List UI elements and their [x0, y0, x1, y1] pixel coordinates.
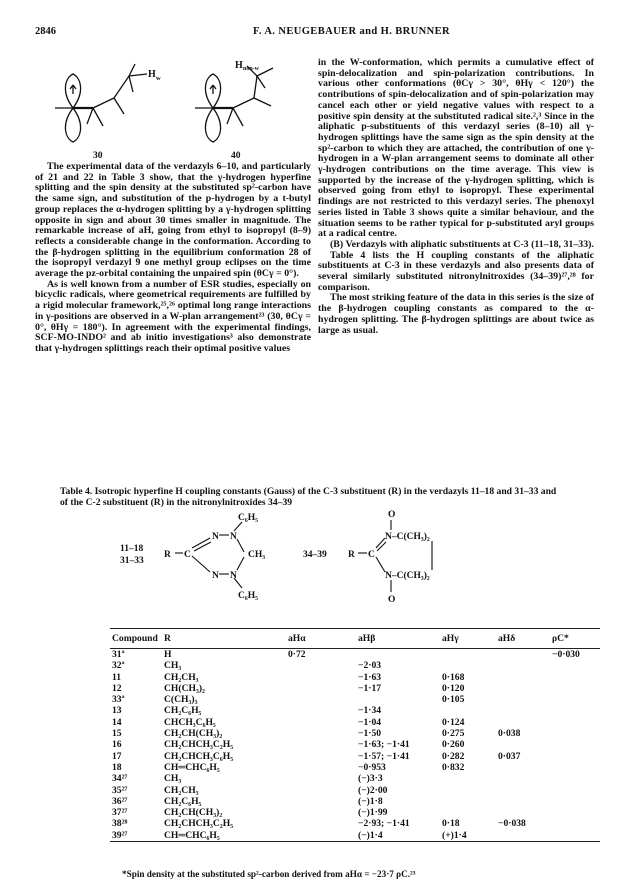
verdazyl-ch3: CH₃ — [248, 550, 266, 560]
header-compound: Compound — [110, 629, 162, 649]
table-row — [110, 649, 600, 661]
verdazyl-n2: N — [230, 532, 237, 542]
cell-a-h-alpha — [286, 660, 356, 671]
cell-compound: 13 — [112, 705, 122, 717]
table-body — [110, 649, 600, 842]
cell-a-h-gamma — [440, 705, 496, 716]
cell-r: CH₂CH(CH₃)₂ — [164, 807, 223, 819]
cell-r: CH₂C₆H₅ — [164, 795, 202, 807]
cell-compound: 18 — [112, 761, 122, 773]
cell-a-h-gamma — [440, 660, 496, 671]
verdazyl-n4: N — [212, 571, 219, 581]
cell-a-h-gamma: 0·832 — [442, 761, 465, 773]
cell-r: CH₃ — [164, 773, 182, 785]
table-row — [110, 739, 600, 750]
cell-r: CH₃ — [164, 660, 182, 672]
cell-a-h-alpha — [286, 751, 356, 762]
s30-h-subscript: w — [156, 75, 161, 82]
cell-rho-c — [550, 683, 600, 694]
cell-a-h-gamma: 0·18 — [442, 818, 460, 830]
cell-rho-c — [550, 785, 600, 796]
cell-a-h-alpha: 0·72 — [288, 649, 306, 660]
verdazyl-ids-2: 31–33 — [120, 556, 144, 566]
verdazyl-top-phenyl: C₆H₅ — [238, 513, 258, 523]
cell-a-h-gamma: 0·260 — [442, 739, 465, 751]
page-number: 2846 — [35, 26, 56, 37]
cell-a-h-gamma: (+)1·4 — [440, 830, 496, 842]
cell-rho-c — [550, 818, 600, 829]
cell-a-h-delta: 0·037 — [498, 750, 521, 762]
cell-rho-c — [550, 672, 600, 683]
cell-rho-c — [550, 773, 600, 784]
cell-a-h-gamma: 0·105 — [442, 694, 465, 706]
table-row — [110, 694, 600, 705]
cell-a-h-delta — [496, 660, 550, 671]
verdazyl-ids-1: 11–18 — [120, 544, 144, 554]
cell-a-h-gamma: 0·282 — [442, 750, 465, 762]
cell-a-h-delta — [496, 762, 550, 773]
cell-a-h-gamma — [440, 773, 496, 784]
cell-a-h-beta: −1·04 — [358, 716, 382, 728]
header-a-h-delta: aHδ — [496, 629, 550, 649]
verdazyl-nitronylnitroxide-figure — [120, 508, 540, 616]
cell-a-h-delta — [496, 739, 550, 750]
nitroxide-n-bottom: N–C(CH₃)₂ — [385, 571, 430, 581]
right-paragraph-2: Table 4 lists the H coupling constants of the aliphatic substituents at C-3 in these verdazyls and also presents data of several similarly substituted nitronylnitroxides (34–39)²⁷,²⁸ for comparison. — [318, 249, 594, 293]
cell-r: CHCH₃C₆H₅ — [164, 716, 216, 728]
cell-rho-c — [550, 694, 600, 705]
cell-compound: 35²⁷ — [112, 784, 128, 796]
cell-r: CH(CH₃)₂ — [164, 682, 205, 694]
verdazyl-r: R — [164, 550, 171, 560]
left-column — [35, 58, 311, 355]
table-row — [110, 773, 600, 784]
table-header-row — [110, 629, 600, 649]
table-formulae — [120, 508, 540, 616]
cell-r: CH₂CHCH₃C₂H₅ — [164, 739, 234, 751]
s40-label: 40 — [231, 151, 241, 161]
header-a-h-beta: aHβ — [356, 629, 440, 649]
cell-a-h-alpha — [286, 694, 356, 705]
table-row — [110, 807, 600, 818]
verdazyl-c3: C — [184, 550, 191, 560]
table-row — [110, 751, 600, 762]
table-4 — [110, 628, 600, 842]
cell-a-h-beta: (−)1·8 — [358, 795, 383, 807]
cell-a-h-delta — [496, 717, 550, 728]
table-row — [110, 830, 600, 842]
cell-compound: 12 — [112, 682, 122, 694]
cell-a-h-gamma — [440, 785, 496, 796]
cell-r: CH₂CH₃ — [164, 671, 199, 683]
cell-compound: 15 — [112, 728, 122, 740]
cell-rho-c — [550, 739, 600, 750]
cell-a-h-delta — [496, 796, 550, 807]
cell-compound: 39²⁷ — [110, 830, 162, 842]
s30-h-label: H — [148, 69, 156, 80]
nitroxide-r: R — [348, 550, 355, 560]
table-row — [110, 728, 600, 739]
left-paragraph-1: The experimental data of the verdazyls 6–10, and particularly of 21 and 22 in Table 3 show, that the γ-hydrogen hyperfine splitting and the spin density at the substituted sp²-carbon have the same sign, and substitution of the p-hydrogen by a t-butyl group replaces the α-hydrogen splitting by a γ-hydrogen splitting opposite in sign and about 30 times smaller in magnitude. The remarkable increase of aH, going from ethyl to isopropyl (8–9) reflects a considerable change in the conformation. According to the β-hydrogen splitting in the equilibrium conformation 28 of the isopropyl verdazyl 9 one methyl group eclipses on the time average the pz-orbital containing the unpaired spin (θCγ = 0°). — [35, 161, 311, 280]
cell-a-h-alpha — [286, 796, 356, 807]
cell-a-h-beta: (−)2·00 — [358, 784, 388, 796]
cell-a-h-alpha — [286, 818, 356, 829]
cell-compound: 36²⁷ — [112, 795, 128, 807]
cell-rho-c — [550, 660, 600, 671]
cell-a-h-gamma — [440, 649, 496, 661]
cell-a-h-gamma: 0·124 — [442, 716, 465, 728]
table-row — [110, 672, 600, 683]
nitroxide-c2: C — [368, 550, 375, 560]
cell-a-h-alpha — [286, 773, 356, 784]
cell-rho-c — [550, 796, 600, 807]
s30-label: 30 — [93, 151, 103, 161]
cell-a-h-beta: (−)1·4 — [356, 830, 440, 842]
cell-rho-c: −0·030 — [552, 649, 580, 660]
cell-a-h-gamma: 0·120 — [442, 682, 465, 694]
cell-a-h-beta: (−)3·3 — [358, 773, 383, 785]
cell-a-h-alpha — [286, 785, 356, 796]
running-authors: F. A. NEUGEBAUER and H. BRUNNER — [253, 26, 450, 37]
cell-compound: 33ª — [112, 694, 125, 706]
cell-a-h-delta — [496, 807, 550, 818]
page-header — [35, 26, 590, 40]
cell-compound: 17 — [112, 750, 122, 762]
cell-a-h-delta: −0·038 — [498, 818, 526, 830]
cell-compound: 31ª — [112, 649, 125, 660]
cell-rho-c — [550, 762, 600, 773]
cell-a-h-delta — [496, 705, 550, 716]
cell-compound: 37²⁷ — [112, 807, 128, 819]
nitroxide-o-bottom: O — [388, 595, 396, 605]
cell-a-h-alpha — [286, 739, 356, 750]
cell-r: CH₂CH(CH₃)₂ — [164, 728, 223, 740]
cell-a-h-gamma: 0·168 — [442, 671, 465, 683]
cell-a-h-beta: −2·93; −1·41 — [358, 818, 410, 830]
cell-a-h-delta — [496, 649, 550, 661]
cell-a-h-delta — [496, 694, 550, 705]
section-heading-b: (B) Verdazyls with aliphatic substituents at C-3 (11–18, 31–33). — [330, 238, 594, 250]
s40-h-label: H — [235, 60, 243, 71]
cell-compound: 16 — [112, 739, 122, 751]
cell-a-h-beta — [356, 694, 440, 705]
cell-rho-c — [550, 830, 600, 842]
table-row — [110, 717, 600, 728]
cell-a-h-delta — [496, 785, 550, 796]
header-a-h-alpha: aHα — [286, 629, 356, 649]
left-paragraph-2: As is well known from a number of ESR studies, especially on bicyclic radicals, where geometrical requirements are fulfilled by a rigid molecular framework,²⁵,²⁶ optimal long range interactions in γ-positions are observed in a W-plan arrangement²³ (30, θCγ = 0°, θHγ = 180°). In agreement with the experimental findings, SCF-MO-INDO² and ab initio investigations³ also demonstrate that γ-hydrogen splittings reach their optimal positive values — [35, 278, 311, 354]
cell-a-h-beta: (−)1·99 — [358, 807, 388, 819]
cell-a-h-alpha — [286, 807, 356, 818]
cell-r: H — [164, 649, 172, 660]
nitroxide-ids: 34–39 — [303, 550, 327, 560]
structures-30-40-figure — [35, 58, 311, 162]
cell-a-h-alpha — [286, 717, 356, 728]
verdazyl-n1: N — [212, 532, 219, 542]
cell-r: CH₂CHCH₃C₂H₅ — [164, 818, 234, 830]
cell-a-h-alpha — [286, 672, 356, 683]
cell-a-h-alpha — [286, 830, 356, 842]
cell-r: CH₂CHCH₃C₆H₅ — [164, 750, 234, 762]
cell-a-h-delta — [496, 830, 550, 842]
cell-a-h-delta — [496, 683, 550, 694]
cell-rho-c — [550, 728, 600, 739]
cell-a-h-beta: −1·57; −1·41 — [358, 750, 410, 762]
table-row — [110, 818, 600, 829]
cell-r: C(CH₃)₃ — [164, 694, 198, 706]
cell-a-h-alpha — [286, 683, 356, 694]
right-paragraph-1: in the W-conformation, which permits a cumulative effect of spin-delocalization and spin-polarization contributions. In various other conformations (θCγ > 30°, θHγ < 120°) the contributions of spin-delocalization and of spin-polarization may cancel each other or yield negative values with respect to a positive spin density at the substituted radical site.²,³ Since in the aliphatic p-substituents of this verdazyl series (8–10) all γ-hydrogen splittings have the same sign as the spin density at the sp²-carbon to which they are attached, the contribution of one γ-hydrogen in a W-plan arrangement seems to dominate all other γ-hydrogen contributions on the time average. This view is supported by the increase of the γ-hydrogen splitting, which is observed going from ethyl to isopropyl. These experimental findings are not restricted to this verdazyl series. The phenoxyl series listed in Table 3 shows quite a similar behaviour, and the situation seems to be rather typical for p-substituted aryl groups at a radical centre. — [318, 57, 594, 240]
right-column — [318, 58, 594, 336]
verdazyl-n5: N — [230, 571, 237, 581]
table-row — [110, 705, 600, 716]
cell-a-h-alpha — [286, 762, 356, 773]
cell-a-h-beta: −2·03 — [358, 660, 382, 672]
cell-rho-c — [550, 705, 600, 716]
s40-h-subscript: non-w — [243, 66, 260, 72]
cell-r: CH₂CH₃ — [164, 784, 199, 796]
cell-a-h-alpha — [286, 728, 356, 739]
cell-compound: 14 — [112, 716, 122, 728]
cell-a-h-beta: −1·34 — [358, 705, 382, 717]
verdazyl-bottom-phenyl: C₆H₅ — [238, 591, 258, 601]
coupling-constants-table — [110, 628, 600, 842]
cell-a-h-gamma — [440, 807, 496, 818]
cell-a-h-beta: −1·17 — [358, 682, 382, 694]
right-paragraph-3: The most striking feature of the data in this series is the size of the β-hydrogen coupling constants as compared to the α-hydrogen splitting. The β-hydrogen splittings are about twice as large as usual. — [318, 292, 594, 336]
table-caption: Table 4. Isotropic hyperfine H coupling constants (Gauss) of the C-3 substituent (R) in the verdazyls 11–18 and 31–33 and of the C-2 substituent (R) in the nitronylnitroxides 34–39 — [60, 486, 557, 508]
cell-compound: 38²⁸ — [112, 818, 128, 830]
nitroxide-n-top: N–C(CH₃)₂ — [385, 532, 430, 542]
structure-40 — [195, 66, 273, 142]
cell-a-h-beta: −0·953 — [358, 761, 386, 773]
cell-rho-c — [550, 717, 600, 728]
header-r: R — [162, 629, 286, 649]
cell-compound: 34²⁷ — [112, 773, 128, 785]
cell-a-h-beta: −1·63 — [358, 671, 382, 683]
cell-a-h-delta — [496, 672, 550, 683]
cell-a-h-delta — [496, 773, 550, 784]
cell-r: CH₂C₆H₅ — [164, 705, 202, 717]
cell-a-h-beta — [356, 649, 440, 661]
header-a-h-gamma: aHγ — [440, 629, 496, 649]
cell-a-h-delta: 0·038 — [498, 728, 521, 740]
nitroxide-o-top: O — [388, 510, 396, 520]
cell-r: CH═CHC₆H₅ — [162, 830, 286, 842]
cell-r: CH═CHC₆H₅ — [164, 761, 220, 773]
cell-rho-c — [550, 807, 600, 818]
table-row — [110, 796, 600, 807]
cell-compound: 11 — [112, 671, 122, 683]
cell-a-h-gamma — [440, 796, 496, 807]
cell-rho-c — [550, 751, 600, 762]
table-row — [110, 660, 600, 671]
cell-compound: 32ª — [112, 660, 125, 672]
header-rho-c: ρC* — [550, 629, 600, 649]
table-row — [110, 762, 600, 773]
table-footnote: *Spin density at the substituted sp²-carbon derived from aHα = −23·7 ρC.²³ — [122, 869, 416, 879]
cell-a-h-alpha — [286, 705, 356, 716]
table-row — [110, 785, 600, 796]
structure-30 — [55, 64, 147, 142]
table-row — [110, 683, 600, 694]
cell-a-h-beta: −1·63; −1·41 — [358, 739, 410, 751]
cell-a-h-beta: −1·50 — [358, 728, 382, 740]
conformation-structures — [35, 58, 311, 162]
cell-a-h-gamma: 0·275 — [442, 728, 465, 740]
